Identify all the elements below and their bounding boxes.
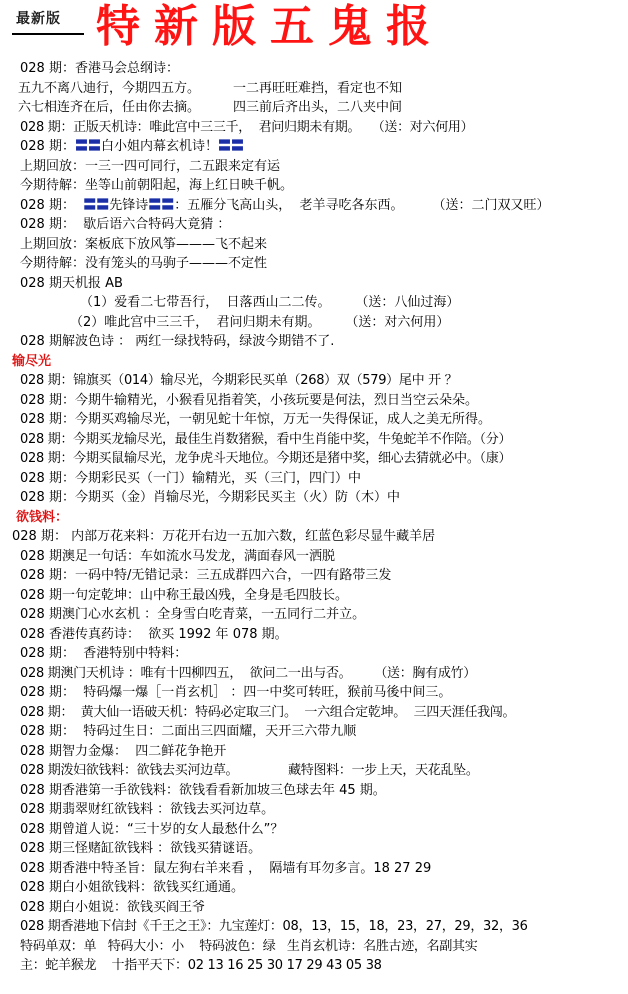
line-text: 六七相连齐在后，任由你去摘。 四三前后齐出头，二八夹中间 bbox=[18, 100, 403, 115]
section-heading bbox=[0, 352, 628, 372]
line-text: 028 期：今期买鸡输尽光，一朝见蛇十年惊，万无一失得保证，成人之美无所得。 bbox=[20, 412, 491, 427]
text-line bbox=[0, 98, 628, 118]
line-text: 今期待解：没有笼头的马驹子———不定性 bbox=[20, 256, 268, 271]
line-text: 上期回放：案板底下放风筝———飞不起来 bbox=[20, 236, 268, 252]
text-line bbox=[0, 215, 628, 235]
line-text: 028 期：今期买龙输尽光，最佳生肖数猪猴，看中生肖能中奖，牛兔蛇羊不作陪。（分） bbox=[20, 431, 512, 447]
edition-badge: 最新版 bbox=[16, 11, 61, 27]
page-title: 特新版五鬼报 bbox=[96, 1, 444, 52]
text-line bbox=[0, 371, 628, 391]
line-text: 028 期： 特码过生日：二面出三四面耀，天开三六带九顺 bbox=[20, 724, 357, 739]
text-line bbox=[0, 430, 628, 450]
line-text: 028 期：正版天机诗：唯此宫中三三千， 君问归期未有期。 （送：对六何用） bbox=[20, 119, 474, 135]
text-line bbox=[0, 488, 628, 508]
line-text: （2）唯此宫中三三千， 君问归期未有期。 （送：对六何用） bbox=[70, 314, 450, 330]
line-text-part: ：五雁分飞高山头， 老羊寻吃各东西。 （送：二门双又旺） bbox=[174, 197, 550, 213]
line-text: 028 期智力金爆： 四二鲜花争艳开 bbox=[20, 743, 227, 759]
text-line bbox=[0, 547, 628, 567]
text-line bbox=[0, 176, 628, 196]
text-line bbox=[0, 605, 628, 625]
line-text: 欲钱料： bbox=[16, 509, 69, 525]
line-text: 028 期澳门天机诗 ：唯有十四柳四五， 欲问二一出与否。 （送：胸有成竹） bbox=[20, 665, 476, 681]
text-line bbox=[0, 391, 628, 411]
line-text: 028 期：一码中特/无错记录：三五成群四六合，一四有路带三发 bbox=[20, 568, 392, 583]
text-line bbox=[0, 703, 628, 723]
blue-marker: 〓〓 bbox=[83, 197, 110, 213]
text-line bbox=[0, 800, 628, 820]
line-text: 今期待解：坐等山前朝阳起，海上红日映千帆。 bbox=[20, 178, 294, 193]
text-line bbox=[0, 449, 628, 469]
line-text: 028 香港传真药诗： 欲买 1992 年 078 期。 bbox=[20, 626, 288, 642]
line-text: 028 期： 黄大仙一语破天机：特码必定取三门。 一六组合定乾坤。 三四天涯任我闯。 bbox=[20, 704, 516, 720]
text-line bbox=[0, 625, 628, 645]
text-line bbox=[0, 586, 628, 606]
text-line bbox=[0, 313, 628, 333]
line-text: 028 期： 特码爆一爆［一肖玄机］ ：四一中奖可转旺，猴前马後中间三。 bbox=[20, 685, 452, 700]
blue-marker: 〓〓 bbox=[148, 197, 175, 213]
blue-marker: 〓〓 bbox=[74, 139, 101, 154]
line-text: 028 期： 歇后语六合特码大竟猜 ： bbox=[20, 217, 231, 232]
line-text: 028 期香港第一手欲钱料：欲钱看看新加坡三色球去年 45 期。 bbox=[20, 782, 386, 798]
text-line bbox=[0, 59, 628, 79]
line-text: 028 期白小姐欲钱料：欲钱买红通通。 bbox=[20, 880, 244, 895]
text-line bbox=[0, 118, 628, 138]
line-text: 028 期曾道人说：“三十岁的女人最愁什么”？ bbox=[20, 821, 284, 837]
text-line bbox=[0, 937, 628, 957]
text-line bbox=[0, 79, 628, 99]
line-text: 028 期澳足一句话：车如流水马发龙，满面春风一洒脱 bbox=[20, 548, 335, 564]
line-text: 028 期：今期牛输精光，小猴看见指着笑，小孩玩要是何法，烈日当空云朵朵。 bbox=[20, 392, 478, 408]
line-text: 028 期解波色诗 ： 两红一绿找特码，绿波今期错不了. bbox=[20, 334, 335, 349]
text-line bbox=[0, 839, 628, 859]
line-text: 028 期一句定乾坤：山中称王最凶残，全身是毛四肢长。 bbox=[20, 587, 348, 603]
text-line bbox=[0, 235, 628, 255]
text-line bbox=[0, 644, 628, 664]
line-text: 028 期：今期买鼠输尽光，龙争虎斗天地位。今期还是猪中奖，细心去猜就必中。（康） bbox=[20, 451, 512, 466]
text-line bbox=[0, 761, 628, 781]
text-line bbox=[0, 917, 628, 937]
header bbox=[0, 0, 628, 58]
line-text: 输尽光 bbox=[12, 353, 52, 369]
line-text: 028 期： bbox=[20, 139, 75, 154]
line-text: 028 期：锦旗买（014）输尽光，今期彩民买单（268）双（579）尾中 开 ？ bbox=[20, 373, 458, 388]
blue-marker: 〓〓 bbox=[217, 139, 244, 154]
text-line bbox=[0, 722, 628, 742]
text-line bbox=[0, 157, 628, 177]
line-text: 028 期香港中特圣旨：鼠左狗右羊来看 ， 隔墙有耳勿多言。18 27 29 bbox=[20, 860, 432, 876]
line-text: 上期回放：一三一四可同行，二五跟来定有运 bbox=[20, 158, 281, 174]
line-text: 028 期翡翠财红欲钱料 ：欲钱去买河边草。 bbox=[20, 802, 275, 817]
line-text-part: 先锋诗 bbox=[109, 197, 149, 213]
line-text: 028 期：今期买（金）肖输尽光，今期彩民买主（火）防（木）中 bbox=[20, 490, 400, 505]
text-line bbox=[0, 566, 628, 586]
text-line bbox=[0, 956, 628, 976]
line-text: 028 期三怪赌缸欲钱料 ：欲钱买猜谜语。 bbox=[20, 841, 262, 856]
line-text: 028 期天机报 AB bbox=[20, 275, 123, 291]
line-text: 028 期： bbox=[20, 197, 84, 213]
text-line bbox=[0, 254, 628, 274]
text-line bbox=[0, 781, 628, 801]
text-line bbox=[0, 664, 628, 684]
text-line bbox=[0, 859, 628, 879]
line-text: 五九不离八迪行，今期四五方。 一二再旺旺难挡，看定也不知 bbox=[18, 80, 403, 96]
text-line bbox=[0, 742, 628, 762]
badge-underline bbox=[12, 33, 84, 35]
line-text: 028 期：今期彩民买（一门）输精光，买（三门，四门）中 bbox=[20, 470, 361, 486]
text-line bbox=[0, 878, 628, 898]
line-text: 028 期： 内部万花来料：万花开右边一五加六数，红蓝色彩尽显牛藏羊居 bbox=[12, 529, 436, 544]
section-heading bbox=[0, 508, 628, 528]
text-line bbox=[0, 293, 628, 313]
text-line bbox=[0, 332, 628, 352]
line-text: 特码单双：单 特码大小：小 特码波色：绿 生肖玄机诗：名胜古迹，名副其实 bbox=[20, 938, 478, 954]
text-line bbox=[0, 196, 628, 216]
line-text: 主：蛇羊猴龙 十指平天下：02 13 16 25 30 17 29 43 05 38 bbox=[20, 958, 382, 973]
line-text: 028 期香港地下信封《千王之王》：九宝莲灯：08，13，15，18，23，27，29，32，36 bbox=[20, 919, 528, 934]
text-line bbox=[0, 137, 628, 157]
line-text: 028 期：香港马会总纲诗： bbox=[20, 61, 179, 76]
text-line bbox=[0, 274, 628, 294]
text-line bbox=[0, 469, 628, 489]
line-text: 028 期： 香港特别中特料： bbox=[20, 646, 188, 661]
text-line bbox=[0, 410, 628, 430]
document-body bbox=[0, 59, 628, 976]
text-line bbox=[0, 820, 628, 840]
text-line bbox=[0, 898, 628, 918]
text-line bbox=[0, 527, 628, 547]
line-text: 028 期白小姐说：欲钱买阎王爷 bbox=[20, 899, 205, 915]
line-text: 028 期泼妇欲钱料：欲钱去买河边草。 藏特图料：一步上天，天花乱坠。 bbox=[20, 763, 479, 778]
text-line bbox=[0, 683, 628, 703]
line-text: 028 期澳门心水玄机 ：全身雪白吃青菜，一五同行二并立。 bbox=[20, 607, 366, 622]
line-text: （1）爱看二七带吾行， 日落西山二二传。 （送：八仙过海） bbox=[80, 295, 460, 310]
line-text-part: 白小姐内幕玄机诗！ bbox=[100, 139, 218, 154]
